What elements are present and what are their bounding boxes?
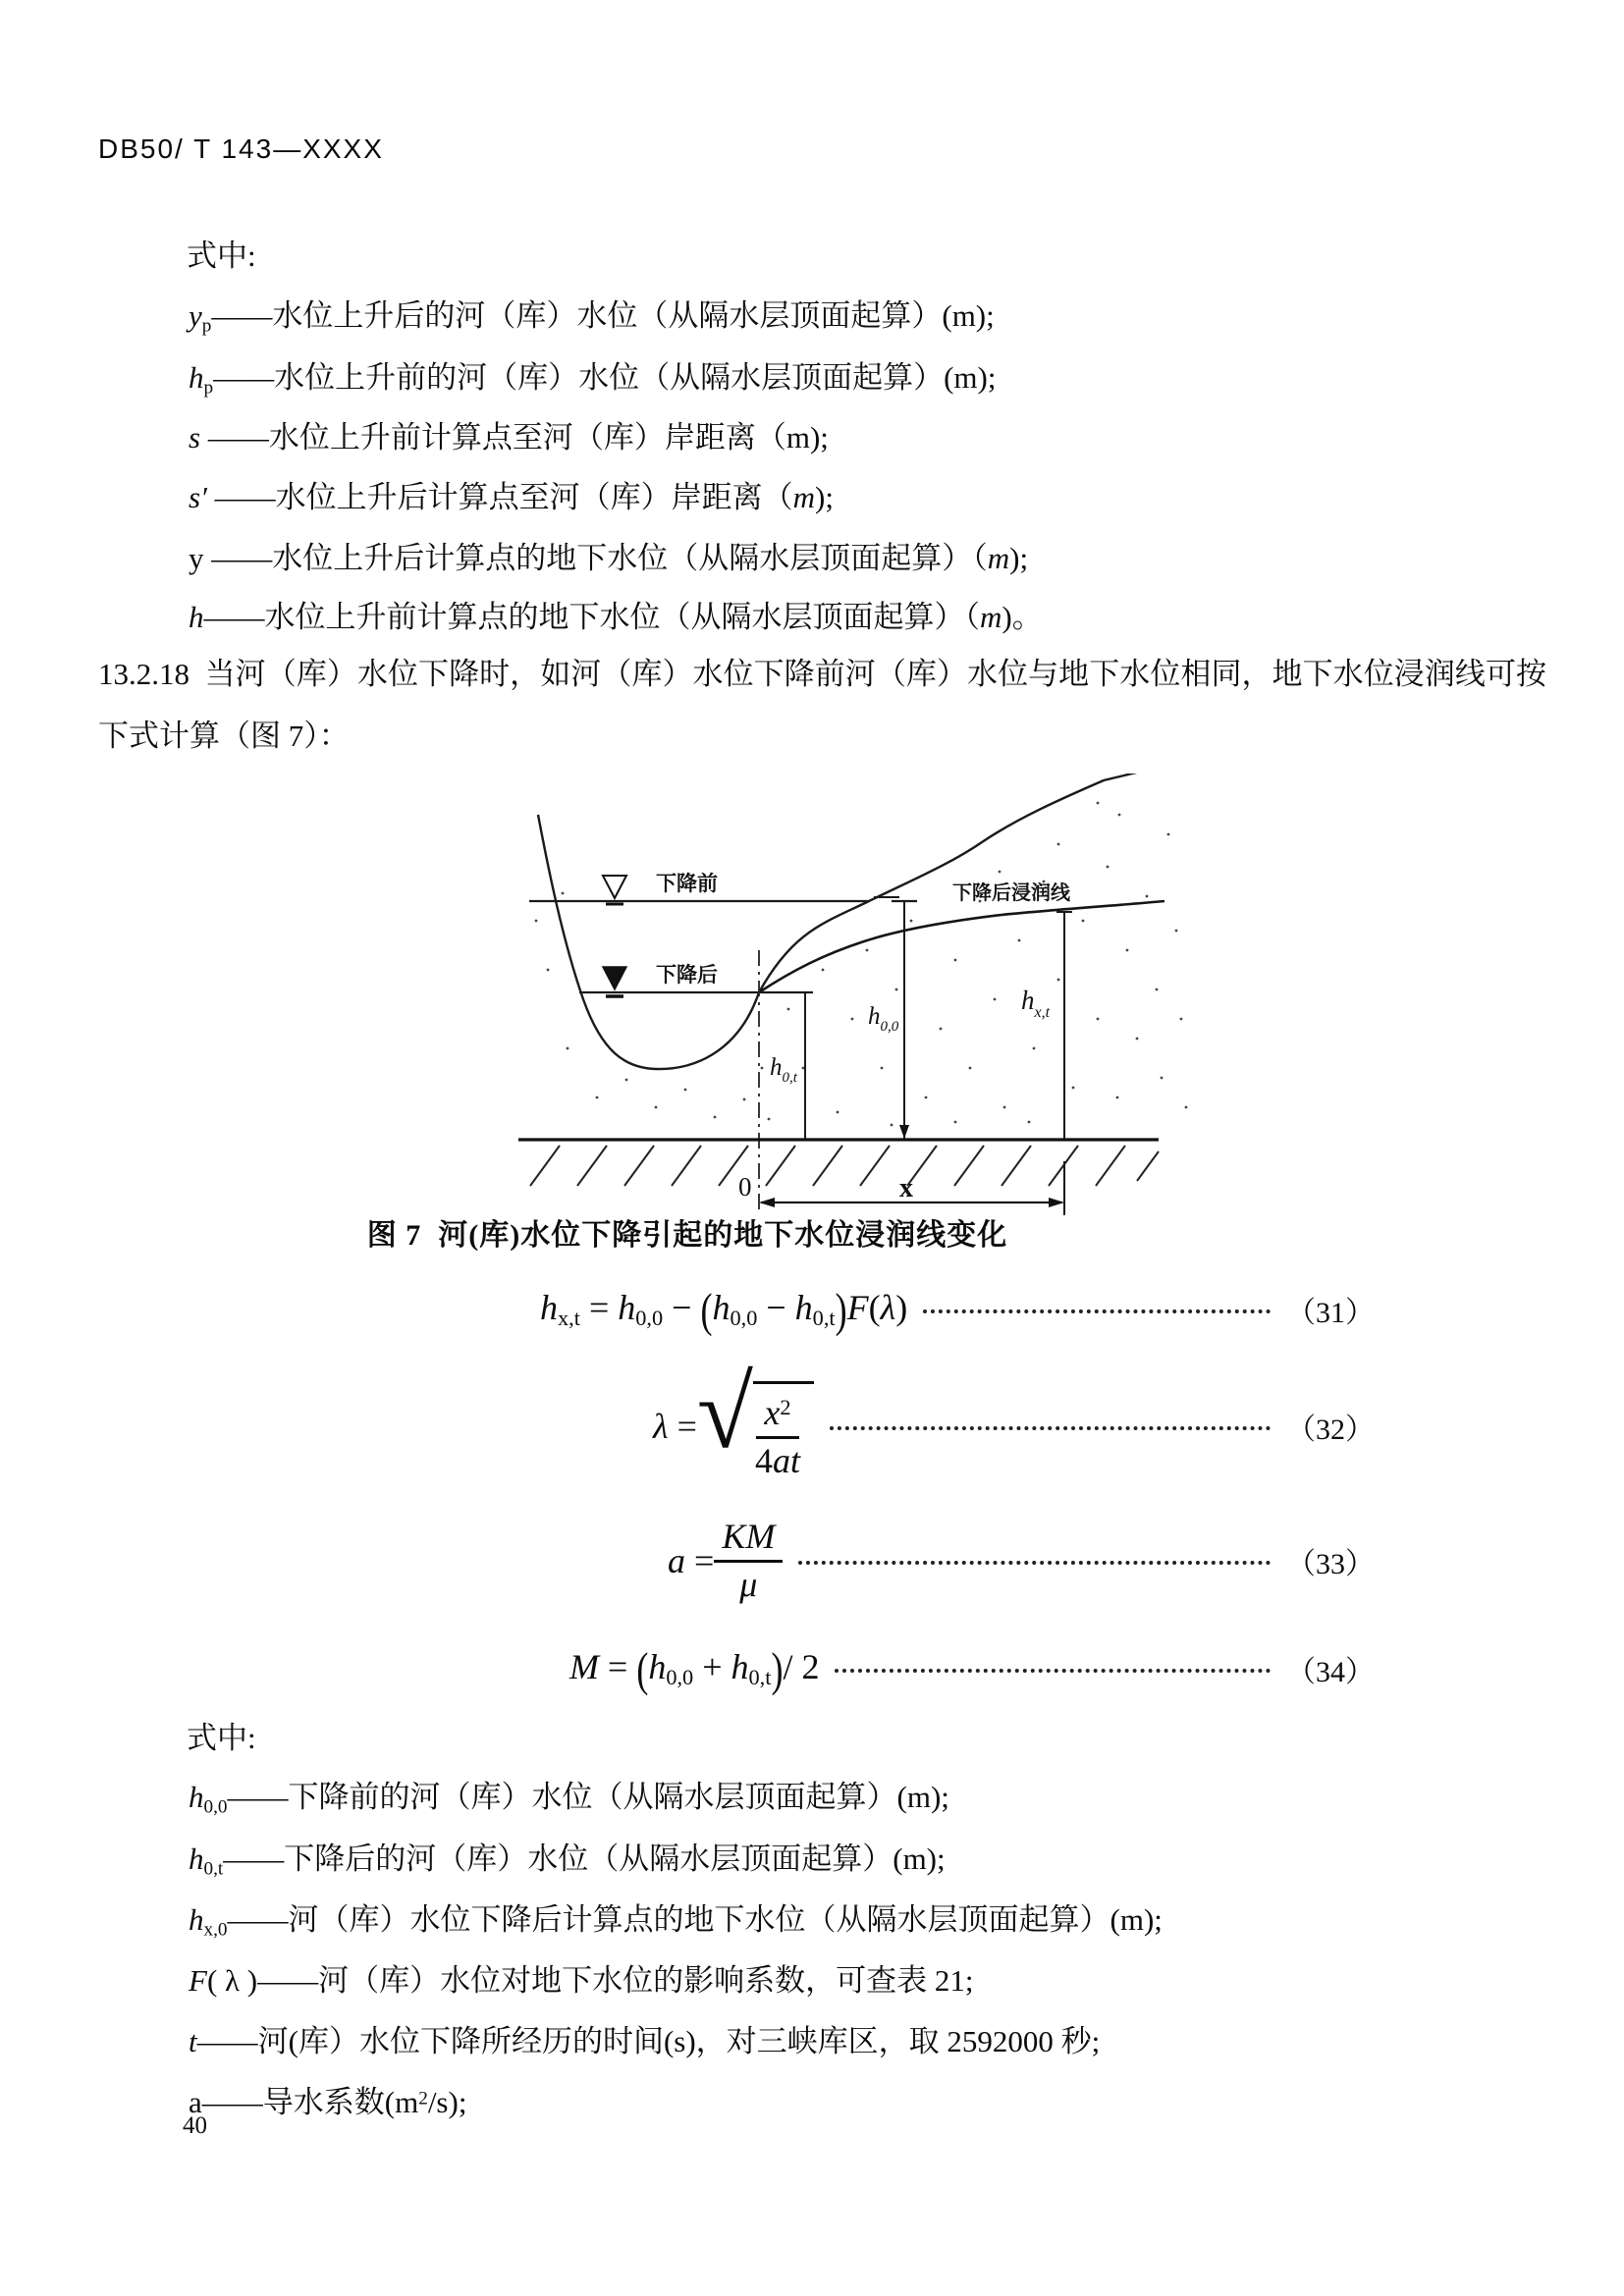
definition-line-h00 — [189, 1772, 949, 1818]
definition-text: 下降后的河（库）水位（从隔水层顶面起算）(m); — [284, 1842, 946, 1876]
dash: —— — [227, 1780, 289, 1814]
figure-caption-label: 图 7 — [366, 1219, 422, 1252]
formula-34-number: （34） — [1286, 1656, 1375, 1688]
dot-leader — [830, 1426, 1271, 1430]
definition-text: 水位上升前计算点至河（库）岸距离（m); — [268, 420, 829, 454]
definition-line-h — [189, 592, 1043, 636]
definition-line-y — [189, 533, 1028, 577]
var-h: h — [189, 600, 204, 634]
definition-line-yp — [189, 291, 995, 337]
var-yp: yp — [189, 298, 212, 337]
dash: —— — [213, 360, 275, 395]
definition-line-t — [189, 2016, 1100, 2060]
definition-line-hx0 — [189, 1895, 1163, 1941]
definition-line-s-prime — [189, 472, 834, 516]
formula-33 — [363, 1502, 1375, 1620]
definition-line-s — [189, 412, 829, 456]
phreatic-line-curve — [759, 901, 1164, 992]
radical-body — [753, 1381, 814, 1481]
definition-line-h0t — [189, 1834, 946, 1880]
dash: —— — [211, 541, 273, 575]
dim-arrow-h00 — [899, 1125, 909, 1139]
dim-label-hxt: $h_{x,t}$ — [1021, 986, 1051, 1021]
formula-31-expression: hx,t = h0,0 − (h0,0 − h0,t)F(λ) — [540, 1283, 908, 1337]
fraction-numerator: KM — [714, 1517, 783, 1562]
figure-caption-text: 河(库)水位下降引起的地下水位浸润线变化 — [438, 1219, 1008, 1252]
var-a: a — [189, 2085, 202, 2119]
definition-text: 水位上升前计算点的地下水位（从隔水层顶面起算）（m)。 — [264, 600, 1043, 634]
var-y: y — [189, 541, 212, 575]
formula-32 — [363, 1357, 1375, 1485]
section-text: 当河（库）水位下降时，如河（库）水位下降前河（库）水位与地下水位相同，地下水位浸润线可按下式计算（图 7）： — [98, 657, 1547, 753]
var-t: t — [189, 2024, 197, 2058]
where-label-bottom: 式中: — [187, 1721, 256, 1755]
dash: —— — [214, 480, 276, 514]
soil-stipple-dots — [535, 802, 1188, 1127]
dash: —— — [201, 2085, 263, 2119]
fraction-denominator: μ — [739, 1564, 758, 1604]
definition-text: 河（库）水位下降后计算点的地下水位（从隔水层顶面起算）(m); — [288, 1902, 1163, 1937]
where-label-top: 式中: — [187, 239, 256, 273]
dim-label-h00: $h_{0,0}$ — [868, 1003, 899, 1035]
water-symbol-after-icon — [603, 967, 626, 989]
var-h00: h0,0 — [189, 1780, 228, 1818]
dim-label-h0t: $h_{0,t}$ — [770, 1054, 797, 1086]
formula-31-number: （31） — [1286, 1297, 1375, 1329]
dash: —— — [207, 420, 269, 454]
fraction-x2-4at — [755, 1393, 800, 1481]
var-s: s — [189, 420, 208, 454]
dash: —— — [196, 2024, 258, 2058]
valley-terrain-curve — [538, 815, 759, 1069]
fraction-km-mu — [714, 1517, 783, 1605]
x-axis-label: x — [899, 1173, 913, 1203]
var-hp: hp — [189, 360, 214, 399]
formula-32-number: （32） — [1286, 1414, 1375, 1446]
definition-text: 导水系数$(m^2/s)$; — [262, 2085, 467, 2119]
formula-33-number: （33） — [1286, 1548, 1375, 1580]
var-hx0: hx,0 — [189, 1902, 228, 1941]
x-dim-arrow-right — [1049, 1198, 1064, 1207]
section-paragraph — [98, 643, 1546, 767]
definition-line-a — [189, 2077, 466, 2121]
formula-34 — [363, 1637, 1375, 1700]
document-code-header: DB50/ T 143—XXXX — [98, 133, 384, 164]
label-after-drawdown: 下降后 — [656, 963, 718, 987]
formula-32-lhs: λ = — [653, 1407, 697, 1446]
definition-text: 水位上升后计算点的地下水位（从隔水层顶面起算）（m); — [272, 541, 1029, 575]
dot-leader — [923, 1309, 1271, 1313]
var-s-prime: s′ — [189, 480, 215, 514]
label-phreatic-line: 下降后浸润线 — [952, 882, 1070, 904]
label-before-drawdown: 下降前 — [656, 872, 718, 895]
definition-text: 河（库）水位对地下水位的影响系数，可查表 21; — [318, 1963, 974, 1998]
dash: —— — [227, 1902, 289, 1937]
var-f-lambda: F( λ ) — [189, 1963, 258, 1998]
figure-7-diagram — [509, 774, 1219, 1232]
x-dim-arrow-left — [759, 1198, 775, 1207]
definition-line-f-lambda — [189, 1955, 974, 2000]
water-symbol-before-icon — [603, 876, 626, 898]
radical-symbol: √ — [696, 1357, 753, 1470]
figure-caption — [334, 1210, 1041, 1254]
origin-zero-label: 0 — [738, 1172, 752, 1201]
dot-leader — [835, 1669, 1271, 1673]
dash: —— — [211, 298, 273, 333]
dash: —— — [223, 1842, 285, 1876]
drawdown-diagram-svg — [509, 774, 1219, 1227]
definition-text: 河(库）水位下降所经历的时间(s)，对三峡库区，取 2592000 秒; — [257, 2024, 1101, 2058]
definition-line-hp — [189, 352, 996, 399]
formula-34-expression: M = (h0,0 + h0,t)/ 2 — [569, 1642, 820, 1696]
definition-text: 水位上升后的河（库）水位（从隔水层顶面起算）(m); — [272, 298, 995, 333]
formula-33-lhs: a = — [668, 1541, 715, 1580]
definition-text: 水位上升前的河（库）水位（从隔水层顶面起算）(m); — [274, 360, 997, 395]
fraction-numerator: $x^2$ — [756, 1393, 798, 1438]
dot-leader — [798, 1561, 1271, 1565]
dash: —— — [203, 600, 265, 634]
fraction-denominator: 4at — [754, 1440, 800, 1480]
formula-31 — [363, 1278, 1375, 1341]
radical-expression — [696, 1357, 814, 1481]
definition-text: 水位上升后计算点至河（库）岸距离（m); — [275, 480, 834, 514]
page-number: 40 — [183, 2112, 207, 2139]
definition-text: 下降前的河（库）水位（从隔水层顶面起算）(m); — [288, 1780, 949, 1814]
var-h0t: h0,t — [189, 1842, 224, 1880]
dash: —— — [257, 1963, 319, 1998]
section-number: 13.2.18 — [98, 657, 189, 691]
